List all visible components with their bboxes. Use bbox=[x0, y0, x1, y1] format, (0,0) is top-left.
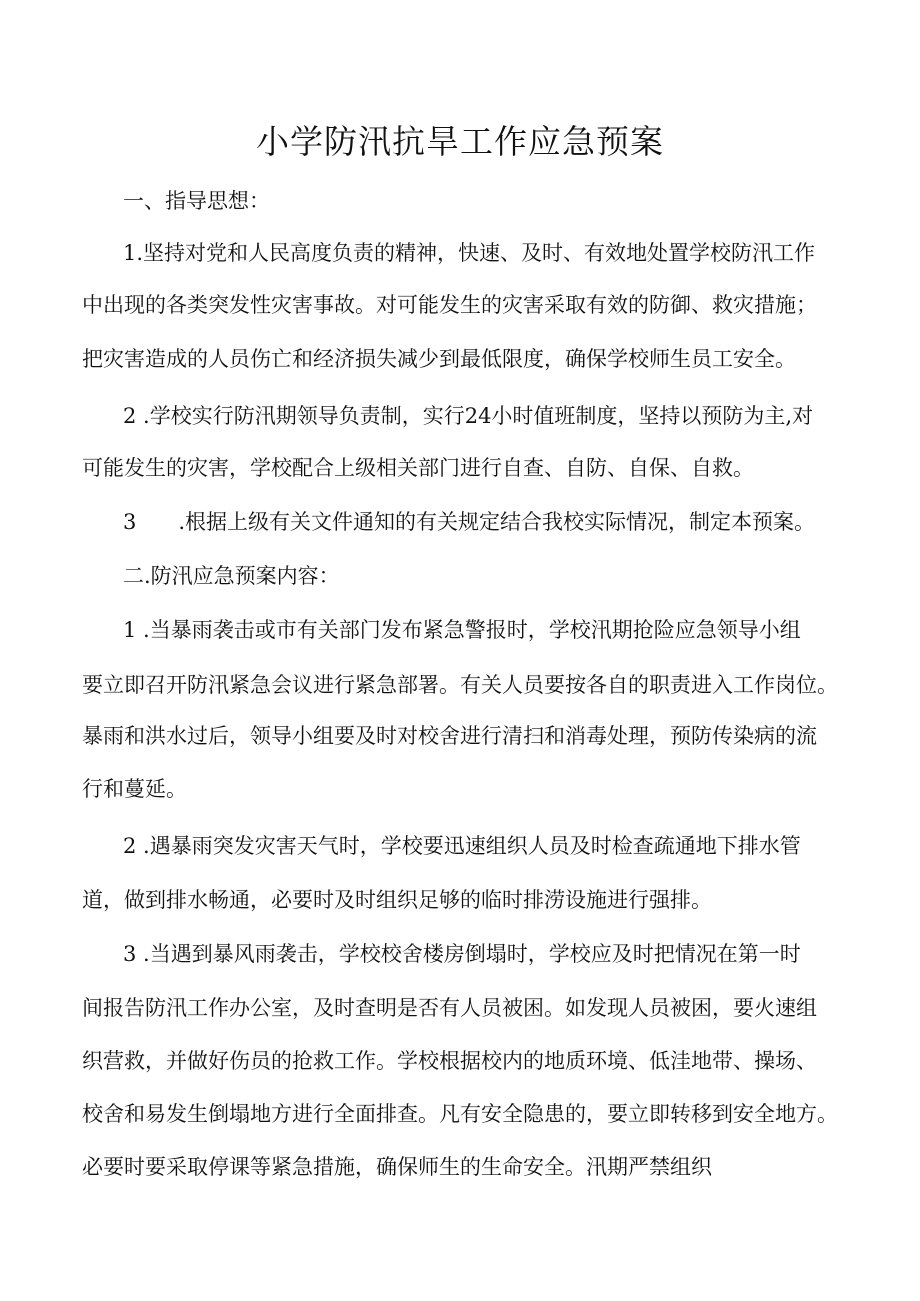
paragraph-line: 行和蔓延。 bbox=[82, 777, 187, 801]
section-heading-guiding-ideology: 一、指导思想： bbox=[123, 189, 270, 213]
paragraph-line: 要立即召开防汛紧急会议进行紧急部署。有关人员要按各自的职责进入工作岗位。 bbox=[82, 673, 838, 697]
document-title: 小学防汛抗旱工作应急预案 bbox=[256, 122, 664, 161]
paragraph-line: 2 .学校实行防汛期领导负责制，实行24小时值班制度，坚持以预防为主,对 bbox=[123, 404, 814, 428]
paragraph-line: 把灾害造成的人员伤亡和经济损失减少到最低限度，确保学校师生员工安全。 bbox=[82, 347, 796, 371]
paragraph-line: 2 .遇暴雨突发灾害天气时，学校要迅速组织人员及时检查疏通地下排水管 bbox=[123, 834, 801, 858]
paragraph-line: 道，做到排水畅通，必要时及时组织足够的临时排涝设施进行强排。 bbox=[82, 888, 712, 912]
paragraph-line: 必要时要采取停课等紧急措施，确保师生的生命安全。汛期严禁组织 bbox=[82, 1155, 712, 1179]
paragraph-line: 校舍和易发生倒塌地方进行全面排查。凡有安全隐患的，要立即转移到安全地方。 bbox=[82, 1102, 838, 1126]
section-heading-plan-content: 二.防汛应急预案内容： bbox=[123, 564, 340, 588]
paragraph-line: 暴雨和洪水过后，领导小组要及时对校舍进行清扫和消毒处理，预防传染病的流 bbox=[82, 724, 817, 748]
paragraph-line: 织营救，并做好伤员的抢救工作。学校根据校内的地质环境、低洼地带、操场、 bbox=[82, 1049, 817, 1073]
paragraph-line: 可能发生的灾害，学校配合上级相关部门进行自查、自防、自保、自救。 bbox=[82, 456, 754, 480]
paragraph-line: 1 .当暴雨袭击或市有关部门发布紧急警报时，学校汛期抢险应急领导小组 bbox=[123, 618, 801, 642]
paragraph-line: 1.坚持对党和人民高度负责的精神，快速、及时、有效地处置学校防汛工作 bbox=[123, 241, 816, 265]
paragraph-line: 间报告防汛工作办公室，及时查明是否有人员被困。如发现人员被困，要火速组 bbox=[82, 996, 817, 1020]
paragraph-line: 中出现的各类突发性灾害事故。对可能发生的灾害采取有效的防御、救灾措施； bbox=[82, 293, 817, 317]
paragraph-line: 3 .当遇到暴风雨袭击，学校校舍楼房倒塌时，学校应及时把情况在第一时 bbox=[123, 942, 801, 966]
paragraph-line: 3 .根据上级有关文件通知的有关规定结合我校实际情况，制定本预案。 bbox=[123, 510, 816, 534]
